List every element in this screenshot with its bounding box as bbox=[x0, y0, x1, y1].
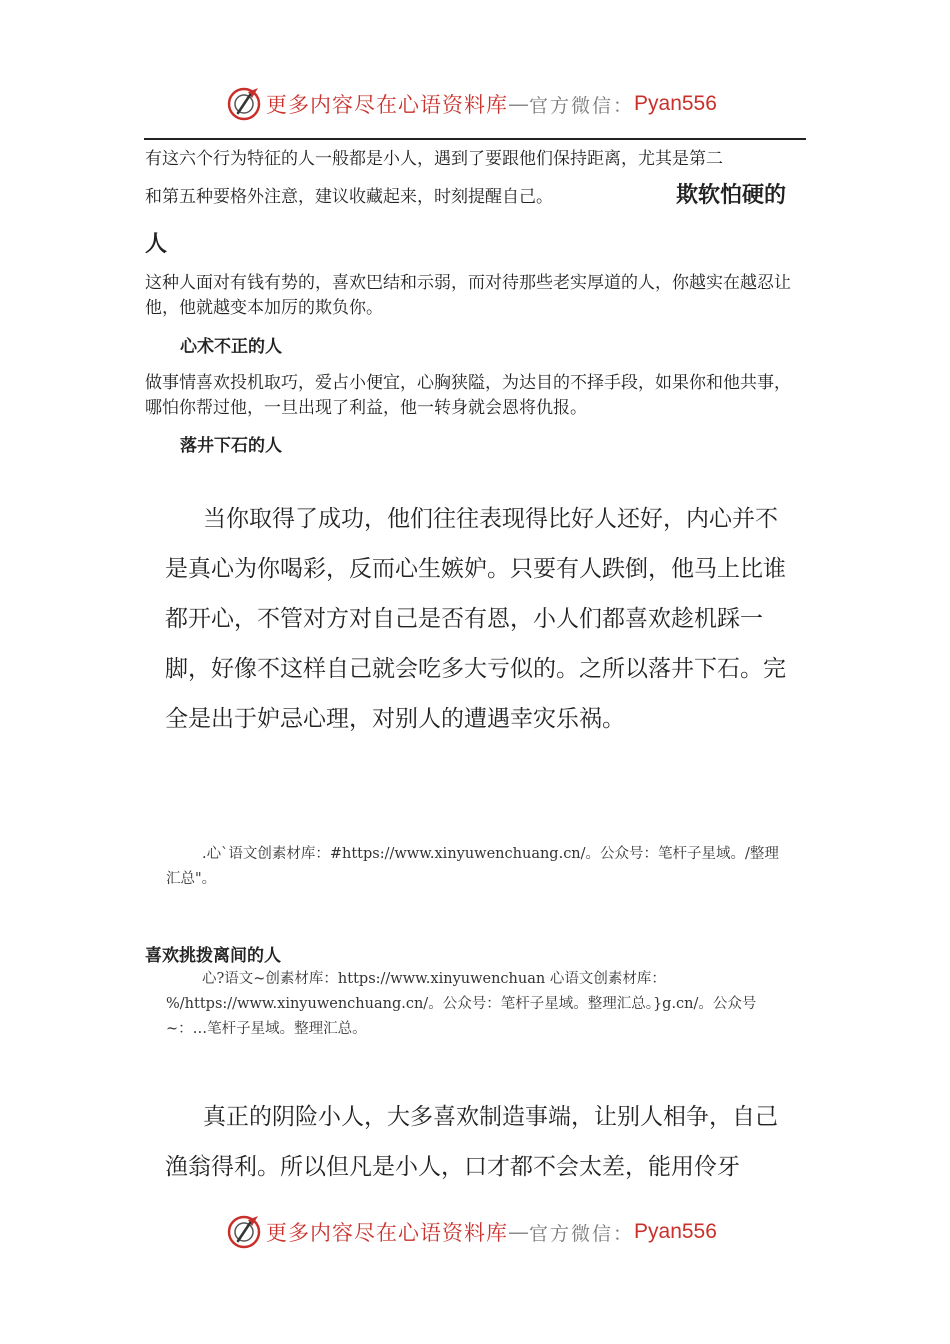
kick-paragraph: 当你取得了成功，他们往往表现得比好人还好，内心并不是真心为你喝彩，反而心生嫉妒。只要有人跌倒，他马上比谁都开心，不管对方对自己是否有恩，小人们都喜欢趁机踩一脚，好像不这样自己就会吃多大亏似的。之所以落井下石。完全是出于妒忌心理，对别人的遭遇幸灾乐祸。 bbox=[165, 506, 786, 732]
footer-banner bbox=[226, 1212, 717, 1252]
banner-wechat-label: 官方微信： bbox=[529, 1222, 635, 1245]
banner-separator: — bbox=[508, 1220, 529, 1244]
divisive-paragraph: 真正的阴险小人，大多喜欢制造事端，让别人相争，自己渔翁得利。所以但凡是小人，口才都不会太差，能用伶牙 bbox=[165, 1104, 778, 1180]
source-note-2: 心?语文~创素材库：https://www.xinyuwenchuan 心语文创素材库：%/https://www.xinyuwenchuang.cn/。公众号：笔杆子星域。整理汇总。}g.cn/。公众号~：…笔杆子星域。整理汇总。 bbox=[166, 971, 757, 1037]
intro-line-2: 和第五种要格外注意，建议收藏起来，时刻提醒自己。 bbox=[145, 187, 553, 207]
crooked-paragraph: 做事情喜欢投机取巧，爱占小便宜，心胸狭隘，为达目的不择手段，如果你和他共事，哪怕你帮过他，一旦出现了利益，他一转身就会恩将仇报。 bbox=[145, 373, 791, 418]
banner-wechat-id: Pyan556 bbox=[634, 92, 717, 115]
source-note-1: .心`语文创素材库：#https://www.xinyuwenchuang.cn/。公众号：笔杆子星域。/整理汇总"。 bbox=[166, 846, 779, 887]
header-banner bbox=[226, 84, 717, 124]
banner-title: 更多内容尽在心语资料库 bbox=[266, 93, 508, 117]
heading-kick: 落井下石的人 bbox=[180, 436, 282, 456]
banner-separator: — bbox=[508, 92, 529, 116]
heading-bully: 欺软怕硬的 bbox=[676, 183, 787, 208]
banner-wechat-id: Pyan556 bbox=[634, 1220, 717, 1243]
pen-logo-icon bbox=[226, 1214, 262, 1250]
heading-crooked: 心术不正的人 bbox=[180, 337, 282, 357]
heading-divisive: 喜欢挑拨离间的人 bbox=[145, 946, 281, 966]
pen-logo-icon bbox=[226, 86, 262, 122]
header-rule bbox=[144, 138, 806, 140]
heading-bully-continued: 人 bbox=[145, 232, 168, 257]
bully-paragraph: 这种人面对有钱有势的，喜欢巴结和示弱，而对待那些老实厚道的人，你越实在越忍让他，他就越变本加厉的欺负你。 bbox=[145, 273, 791, 318]
banner-title: 更多内容尽在心语资料库 bbox=[266, 1221, 508, 1245]
banner-wechat-label: 官方微信： bbox=[529, 94, 635, 117]
intro-line-1: 有这六个行为特征的人一般都是小人，遇到了要跟他们保持距离，尤其是第二 bbox=[145, 149, 723, 169]
